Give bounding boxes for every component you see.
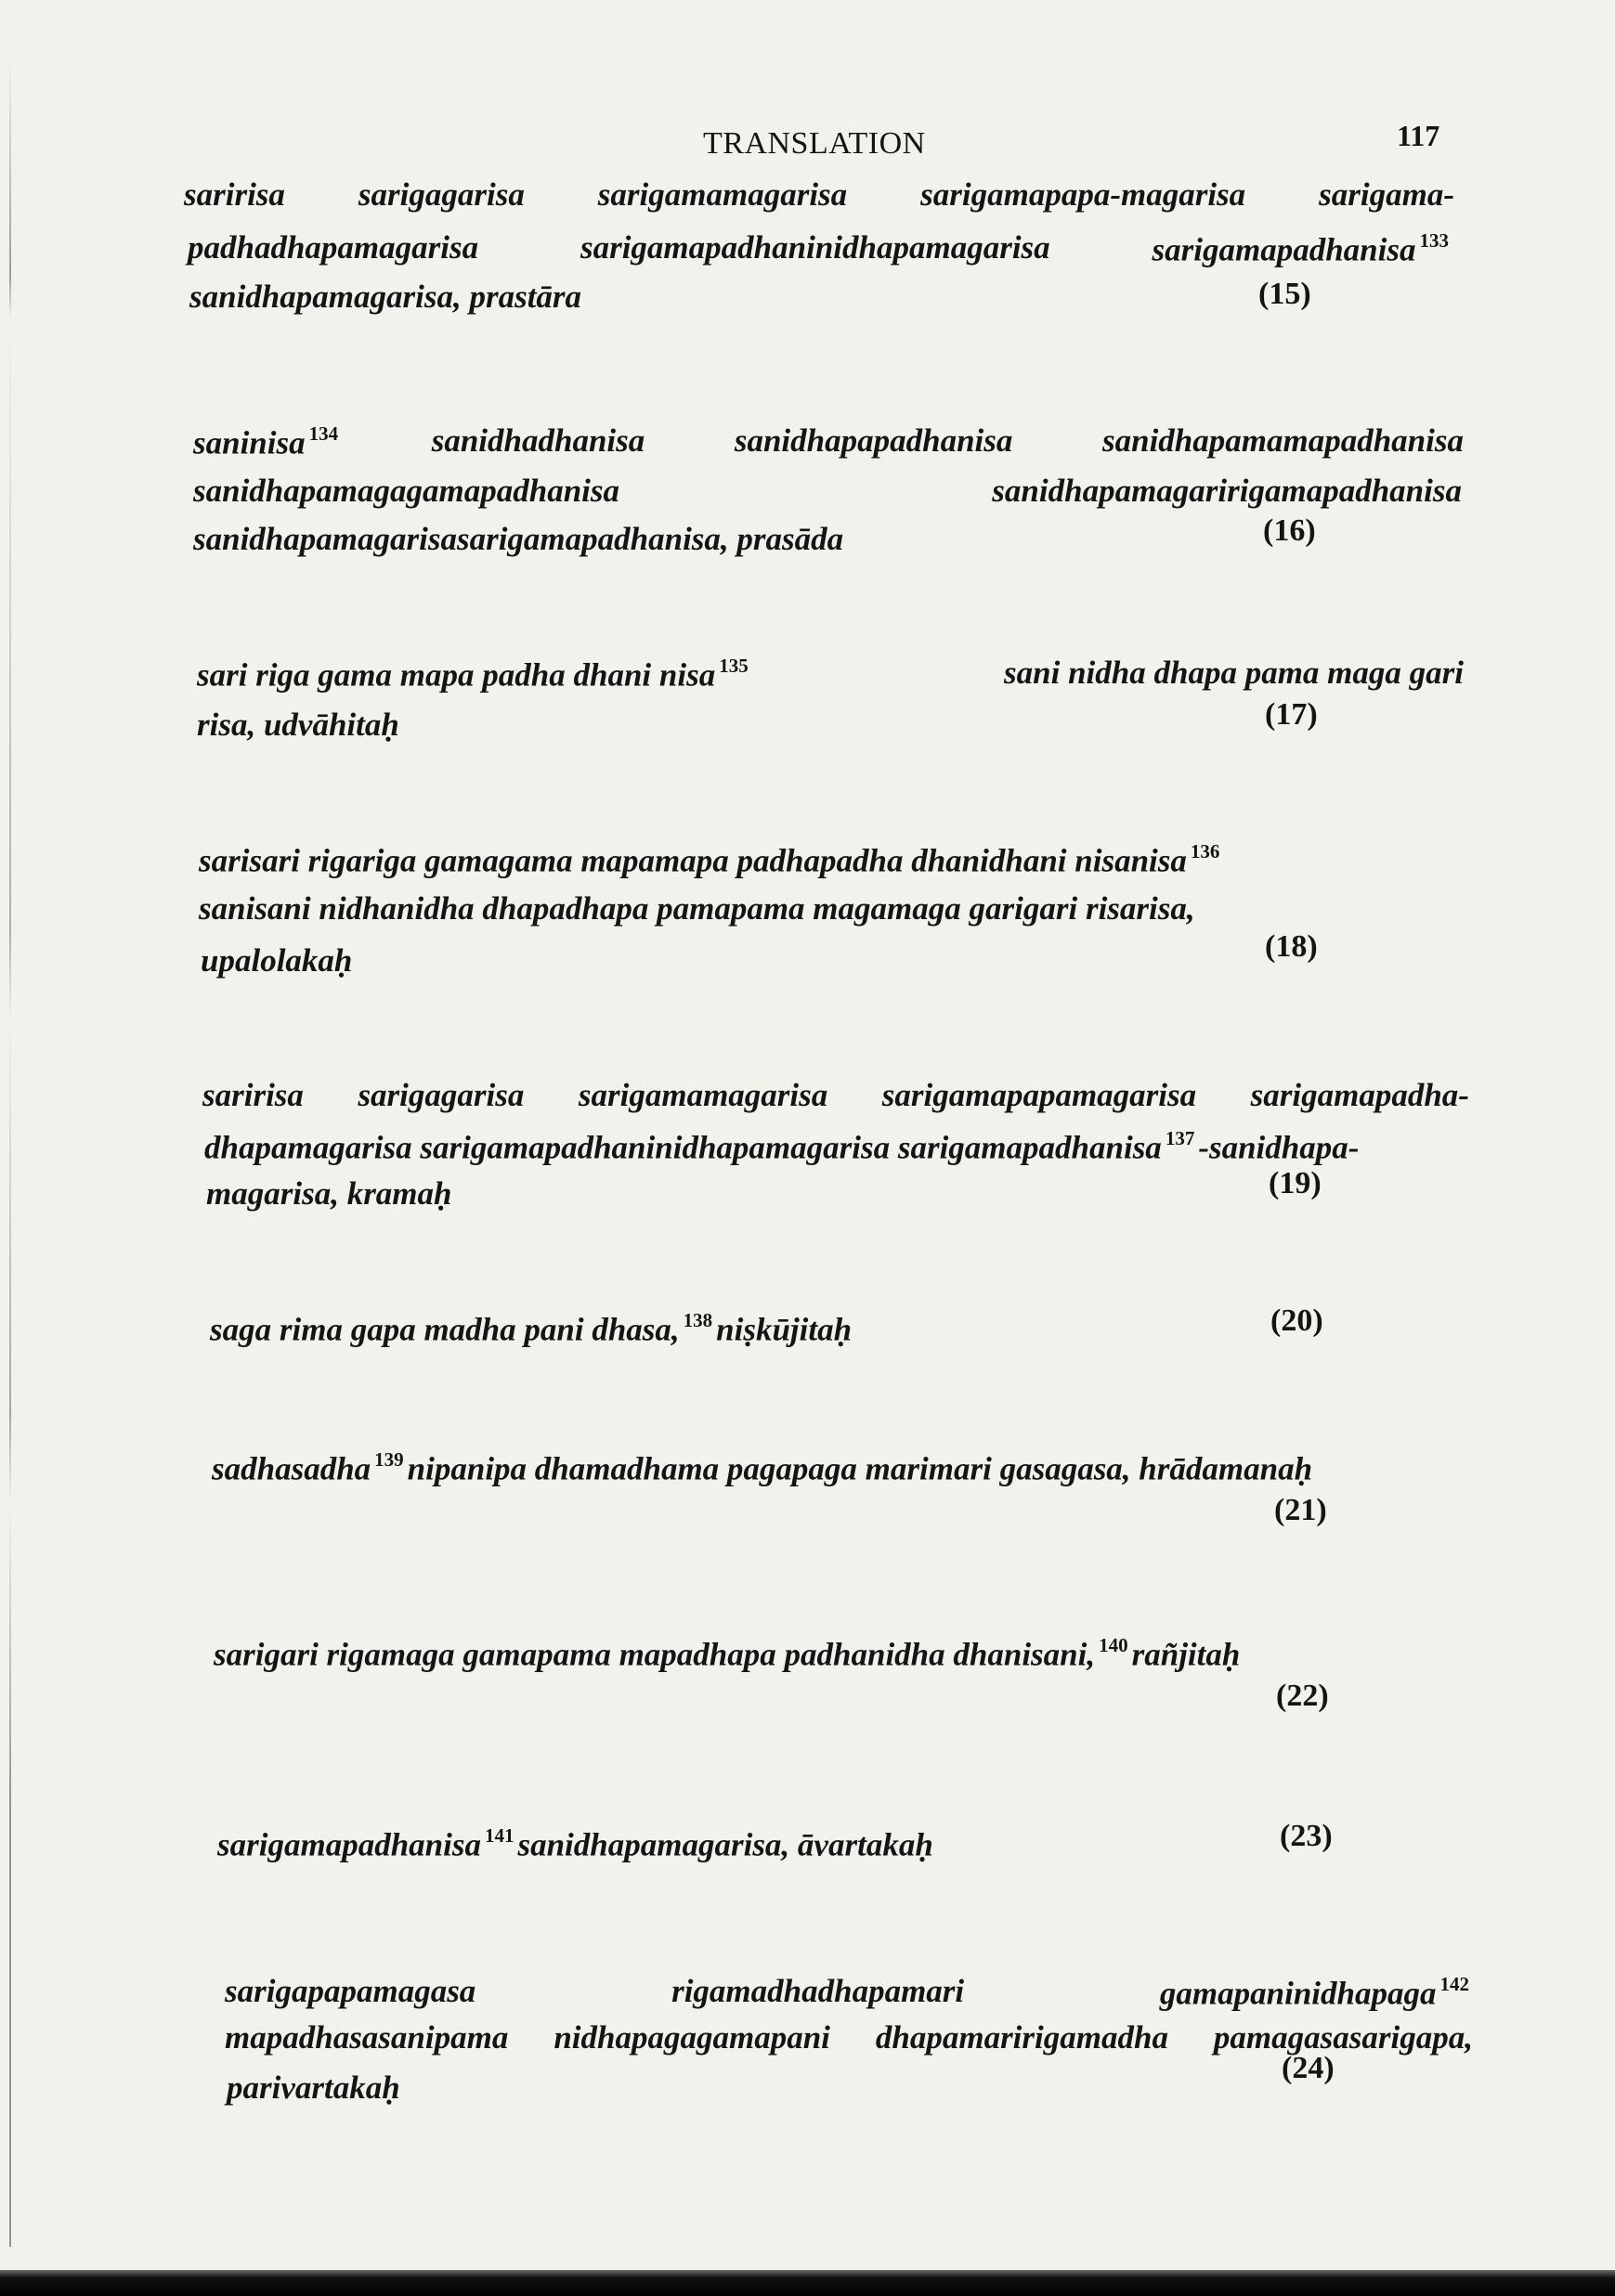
entry-line	[193, 521, 843, 558]
entry-line	[225, 1973, 1473, 2013]
word: rigamadhadhapamari	[671, 1973, 965, 2009]
entry-line	[204, 1127, 1359, 1167]
line-text: sarigari rigamaga gamapama mapadhapa padhanidha dhanisani,	[214, 1636, 1096, 1673]
entry-line	[217, 1824, 933, 1864]
entry-number: (22)	[1276, 1679, 1329, 1713]
word-with-footnote: sarigamapadhanisa $^{133}$	[1152, 229, 1449, 268]
line-text: magarisa, kramaḥ	[206, 1175, 452, 1212]
word-with-footnote: gamapaninidhapaga $^{142}$	[1159, 1973, 1469, 2012]
line-text: rañjitaḥ	[1131, 1636, 1241, 1673]
word: sarigamapadhaninidhapamagarisa	[580, 229, 1050, 266]
entry-number: (17)	[1265, 697, 1318, 732]
line-text: sanisani nidhanidha dhapadhapa pamapama magamaga garigari risarisa,	[199, 890, 1195, 927]
entry-line	[201, 942, 352, 979]
scan-bottom-edge	[0, 2270, 1615, 2296]
footnote-marker: 138	[683, 1309, 713, 1331]
word: sanidhadhanisa	[431, 422, 645, 459]
page-header	[0, 119, 1615, 173]
word: sarigamapadha-	[1250, 1077, 1469, 1113]
line-text: dhapamagarisa sarigamapadhaninidhapamagarisa sarigamapadhanisa	[204, 1129, 1162, 1166]
footnote-marker: 140	[1099, 1634, 1128, 1656]
entry-number: (19)	[1269, 1166, 1322, 1200]
line-text: -sanidhapa-	[1198, 1129, 1360, 1166]
word: sanidhapapadhanisa	[734, 422, 1013, 459]
line-text: sanidhapamagarisa, prastāra	[189, 279, 582, 315]
word: dhapamaririgamadha	[875, 2019, 1168, 2056]
word: sarigagarisa	[358, 176, 525, 213]
entry-number: (23)	[1280, 1819, 1333, 1853]
word: sarigamamagarisa	[578, 1077, 828, 1113]
line-text: sadhasadha	[212, 1450, 371, 1487]
word: sarigamamagarisa	[597, 176, 848, 213]
footnote-marker: 142	[1439, 1973, 1469, 1995]
footnote-marker: 141	[484, 1824, 514, 1847]
entry-line	[197, 655, 1464, 694]
entry-number: (24)	[1282, 2051, 1335, 2085]
word: padhadhapamagarisa	[188, 229, 479, 266]
entry-line	[189, 279, 581, 316]
entry-line	[206, 1175, 452, 1213]
word: nidhapagagamapani	[554, 2019, 830, 2056]
entry-line	[199, 840, 1467, 880]
word: saririsa	[184, 176, 285, 213]
footnote-marker: 134	[308, 422, 339, 445]
word: sarigagarisa	[358, 1077, 525, 1113]
entry-number: (15)	[1258, 277, 1311, 311]
footnote-marker: 133	[1419, 229, 1449, 252]
word: sarigama-	[1319, 176, 1454, 213]
scan-edge-mark	[9, 56, 11, 2247]
word: sanidhapamamapadhanisa	[1101, 422, 1464, 459]
entry-line	[214, 1634, 1240, 1674]
line-text: sanidhapamagarisasarigamapadhanisa, prasāda	[193, 521, 844, 557]
entry-line	[212, 1448, 1312, 1488]
line-text: sanidhapamagarisa, āvartakaḥ	[517, 1826, 933, 1863]
footnote-marker: 139	[374, 1448, 404, 1471]
line-text: nipanipa dhamadhama pagapaga marimari gasagasa, hrādamanaḥ	[407, 1450, 1313, 1487]
entry-line	[188, 229, 1452, 269]
entry-line	[202, 1077, 1469, 1114]
entry-line	[197, 707, 399, 744]
entry-line	[184, 176, 1454, 214]
word: mapadhasasanipama	[225, 2019, 509, 2056]
line-text: sarigamapadhanisa	[217, 1826, 481, 1863]
line-text: upalolakaḥ	[201, 942, 353, 979]
word-with-footnote: sari riga gama mapa padha dhani nisa $^{135}$	[197, 655, 749, 694]
entry-line	[193, 422, 1464, 462]
word-with-footnote: sarisari rigariga gamagama mapamapa padhapadha dhanidhani nisanisa $^{136}$	[199, 840, 1220, 879]
entry-line	[227, 2069, 400, 2107]
entry-line	[193, 473, 1462, 510]
footnote-marker: 135	[719, 655, 749, 677]
word: sanidhapamagaririgamapadhanisa	[992, 473, 1462, 509]
word: sanidhapamagagamapadhanisa	[193, 473, 619, 509]
line-text: risa, udvāhitaḥ	[197, 707, 399, 743]
entry-number: (20)	[1270, 1304, 1323, 1338]
word: sarigamapapamagarisa	[881, 1077, 1197, 1113]
running-title: TRANSLATION	[703, 126, 926, 161]
entry-number: (16)	[1263, 513, 1316, 548]
entry-line	[210, 1309, 852, 1349]
entry-line	[199, 890, 1467, 927]
entry-number: (21)	[1274, 1493, 1327, 1527]
word: sarigamapapa-magarisa	[920, 176, 1246, 213]
line-text: saga rima gapa madha pani dhasa,	[210, 1311, 680, 1348]
word: sani nidha dhapa pama maga gari	[1004, 655, 1464, 691]
word: pamagasasarigapa,	[1213, 2019, 1473, 2056]
entry-number: (18)	[1265, 929, 1318, 964]
word-with-footnote: saninisa $^{134}$	[193, 422, 339, 461]
word: sarigapapamagasa	[225, 1973, 476, 2009]
line-text: parivartakaḥ	[227, 2069, 400, 2106]
footnote-marker: 137	[1165, 1127, 1195, 1149]
footnote-marker: 136	[1190, 840, 1220, 863]
word: saririsa	[202, 1077, 304, 1113]
line-text: niṣkūjitaḥ	[716, 1311, 853, 1348]
page-number: 117	[1397, 119, 1440, 152]
